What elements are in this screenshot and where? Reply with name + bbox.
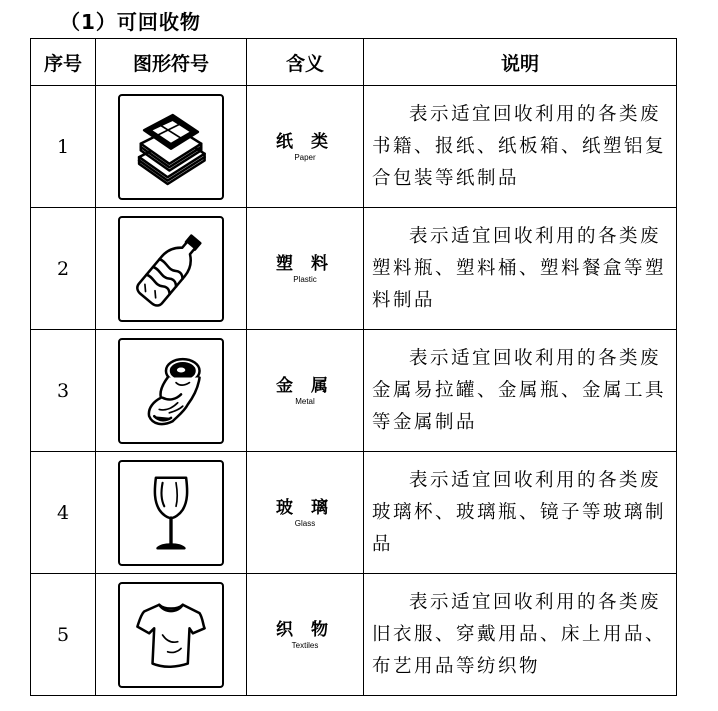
header-description: 说明 bbox=[364, 39, 677, 86]
category-name-en: Plastic bbox=[293, 274, 317, 284]
category-description: 表示适宜回收利用的各类废金属易拉罐、金属瓶、金属工具等金属制品 bbox=[372, 347, 667, 433]
row-number: 4 bbox=[31, 452, 96, 574]
row-number: 2 bbox=[31, 208, 96, 330]
header-number: 序号 bbox=[31, 39, 96, 86]
table-header-row bbox=[31, 39, 677, 86]
row-number: 1 bbox=[31, 86, 96, 208]
row-number: 5 bbox=[31, 574, 96, 696]
header-meaning: 含义 bbox=[247, 39, 364, 86]
category-name-zh: 塑 料 bbox=[276, 253, 334, 274]
table-row bbox=[31, 86, 677, 208]
section-heading: （1）可回收物 bbox=[60, 10, 201, 34]
category-name-zh: 织 物 bbox=[276, 619, 334, 640]
row-number: 3 bbox=[31, 330, 96, 452]
category-name-zh: 金 属 bbox=[276, 375, 334, 396]
metal-can-icon bbox=[118, 338, 224, 444]
category-name-en: Paper bbox=[294, 152, 316, 162]
paper-stack-icon bbox=[118, 94, 224, 200]
header-symbol: 图形符号 bbox=[96, 39, 247, 86]
tshirt-icon bbox=[118, 582, 224, 688]
table-row bbox=[31, 574, 677, 696]
category-name-zh: 纸 类 bbox=[276, 131, 334, 152]
table-row bbox=[31, 330, 677, 452]
plastic-bottle-icon bbox=[118, 216, 224, 322]
category-description: 表示适宜回收利用的各类废书籍、报纸、纸板箱、纸塑铝复合包装等纸制品 bbox=[372, 103, 667, 189]
category-name-en: Glass bbox=[294, 518, 316, 528]
table-row bbox=[31, 208, 677, 330]
category-name-en: Textiles bbox=[291, 640, 319, 650]
wine-glass-icon bbox=[118, 460, 224, 566]
table-row bbox=[31, 452, 677, 574]
category-name-zh: 玻 璃 bbox=[276, 497, 334, 518]
category-description: 表示适宜回收利用的各类废玻璃杯、玻璃瓶、镜子等玻璃制品 bbox=[372, 469, 667, 555]
category-description: 表示适宜回收利用的各类废塑料瓶、塑料桶、塑料餐盒等塑料制品 bbox=[372, 225, 667, 311]
category-description: 表示适宜回收利用的各类废旧衣服、穿戴用品、床上用品、布艺用品等纺织物 bbox=[372, 591, 667, 677]
recyclables-table bbox=[30, 38, 677, 696]
category-name-en: Metal bbox=[295, 396, 315, 406]
